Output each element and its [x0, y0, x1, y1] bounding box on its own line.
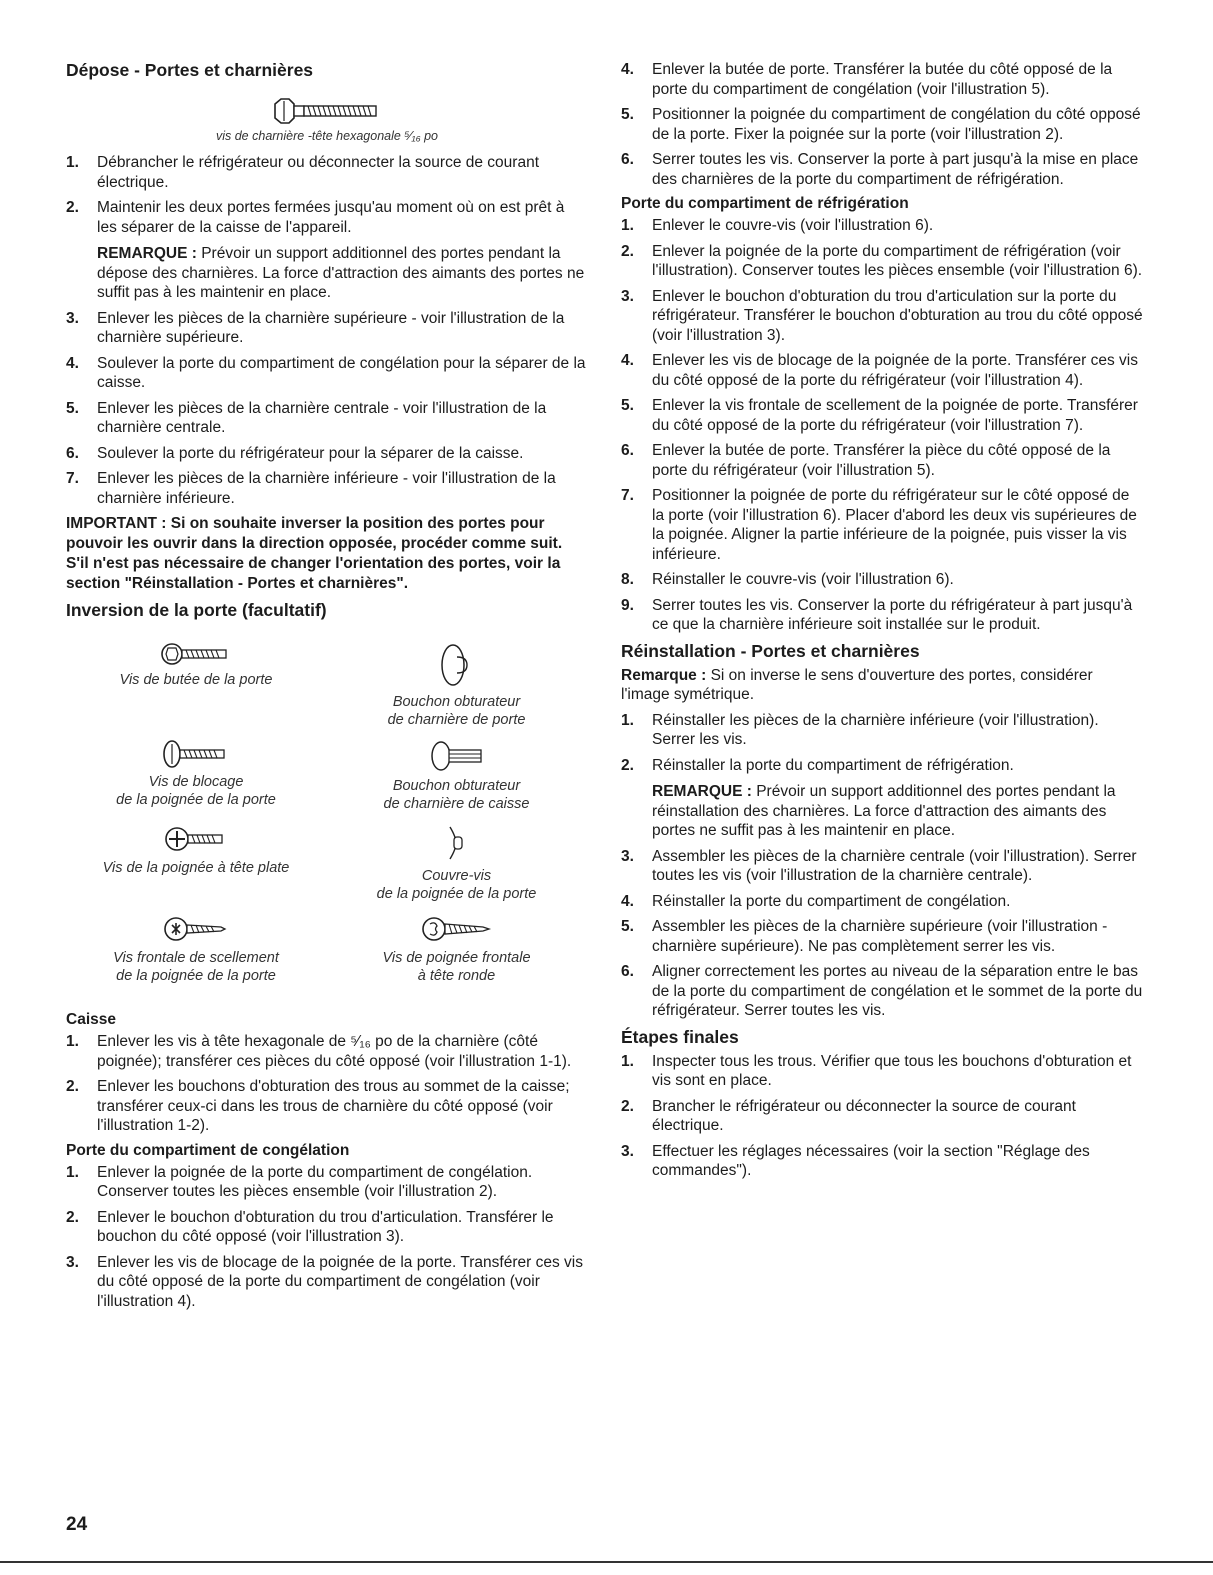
- list-item: 7. Enlever les pièces de la charnière inférieure - voir l'illustration de la charnière inférieure.: [66, 470, 556, 507]
- part-caption: de charnière de caisse: [383, 796, 530, 812]
- part-round-head-screw: [334, 913, 579, 985]
- cabinet-hinge-plug-icon: [427, 739, 487, 773]
- list-item: 5. Enlever les pièces de la charnière centrale - voir l'illustration de la charnière centrale.: [66, 399, 547, 436]
- list-item: 7. Positionner la poignée de porte du réfrigérateur sur le côté opposé de la porte (voir l'illustration 6). Placer d'abord les deux vis supérieures de la poignée. Aligner la partie inférieure de la poignée, puis visser la vis inférieure.: [621, 487, 1137, 563]
- part-front-seal-screw: [66, 913, 326, 985]
- list-item: 8. Réinstaller le couvre-vis (voir l'illustration 6).: [621, 571, 954, 588]
- left-column: [66, 60, 588, 1317]
- congelation-heading: Porte du compartiment de congélation: [66, 1141, 350, 1159]
- part-caption: Couvre-vis: [421, 868, 492, 884]
- reinstallation-heading: Réinstallation - Portes et charnières: [621, 640, 920, 661]
- list-item: 1. Enlever le couvre-vis (voir l'illustration 6).: [621, 217, 934, 234]
- part-cabinet-hinge-plug: [334, 739, 579, 813]
- list-item: 4. Réinstaller la porte du compartiment de congélation.: [621, 892, 1011, 910]
- list-item: 4. Soulever la porte du compartiment de congélation pour la séparer de la caisse.: [66, 354, 586, 391]
- part-caption: Vis de poignée frontale: [382, 950, 531, 966]
- important-notice: IMPORTANT : Si on souhaite inverser la position des portes pour pouvoir les ouvrir dans la direction opposée, procéder comme suit. S'il n'est pas nécessaire de changer l'orientation des portes, voir la section "Réinstallation - Portes et charnières".: [66, 515, 563, 592]
- door-stop-screw-icon: [161, 641, 231, 667]
- list-item: 3. Enlever les pièces de la charnière supérieure - voir l'illustration de la charnière supérieure.: [66, 309, 565, 346]
- part-caption: Bouchon obturateur: [392, 694, 521, 710]
- list-item: 2. Maintenir les deux portes fermées jusqu'au moment où on est prêt à les séparer de la caisse de l'appareil. REMARQUE : Prévoir un support additionnel des portes pendant la dépose des charnières. La force d'attraction des aimants des portes ne suffit pas à les maintenir en place.: [66, 198, 588, 303]
- list-item: 5. Positionner la poignée du compartiment de congélation du côté opposé de la porte. Fixer la poignée sur la porte (voir l'illustration 2).: [621, 106, 1141, 143]
- list-item: 2. Enlever le bouchon d'obturation du trou d'articulation. Transférer le bouchon du côté opposé (voir l'illustration 3).: [66, 1208, 554, 1245]
- part-caption: Vis de la poignée à tête plate: [102, 860, 290, 876]
- caisse-heading: Caisse: [66, 1011, 116, 1028]
- depose-steps: [66, 153, 588, 508]
- list-item: 3. Enlever les vis de blocage de la poignée de la porte. Transférer ces vis du côté opposé de la porte du compartiment de congélation (voir l'illustration 4).: [66, 1253, 583, 1310]
- list-item: 6. Enlever la butée de porte. Transférer la pièce du côté opposé de la porte du réfrigérateur (voir l'illustration 5).: [621, 442, 1111, 479]
- list-item: 5. Assembler les pièces de la charnière supérieure (voir l'illustration - charnière supérieure). Ne pas complètement serrer les vis.: [621, 918, 1108, 955]
- part-screw-cover: [334, 823, 579, 903]
- part-handle-lock-screw: [66, 739, 326, 813]
- final-steps: [621, 1052, 1144, 1181]
- congelation-steps: [66, 1163, 588, 1312]
- part-caption: Vis de blocage: [148, 774, 244, 790]
- part-caption: à tête ronde: [417, 968, 496, 984]
- list-item: 5. Enlever la vis frontale de scellement de la poignée de porte. Transférer du côté opposé de la porte du réfrigérateur (voir l'illustration 7).: [621, 397, 1138, 434]
- list-item: 2. Brancher le réfrigérateur ou déconnecter la source de courant électrique.: [621, 1097, 1076, 1134]
- part-door-stop-screw: [66, 641, 326, 729]
- part-caption: de charnière de porte: [387, 712, 526, 728]
- screw-cover-icon: [442, 823, 472, 863]
- footer-rule: [0, 1561, 1213, 1563]
- part-door-hinge-plug: [334, 641, 579, 729]
- list-item: 1. Enlever la poignée de la porte du compartiment de congélation. Conserver toutes les pièces ensemble (voir l'illustration 2).: [66, 1163, 533, 1200]
- reinstallation-steps: [621, 711, 1144, 1021]
- list-item: 3. Effectuer les réglages nécessaires (voir la section "Réglage des commandes").: [621, 1142, 1090, 1179]
- caisse-steps: [66, 1032, 588, 1136]
- list-item: 6. Soulever la porte du réfrigérateur pour la séparer de la caisse.: [66, 444, 524, 462]
- hex-screw-caption: vis de charnière -tête hexagonale ⁵⁄₁₆ po: [215, 129, 438, 143]
- section-heading-depose: Dépose - Portes et charnières: [66, 60, 314, 80]
- reinstallation-note: Remarque : Si on inverse le sens d'ouverture des portes, considérer l'image symétrique.: [621, 666, 1093, 703]
- part-flat-head-screw: [66, 823, 326, 903]
- right-column: [621, 60, 1144, 1187]
- page-number: 24: [66, 1514, 88, 1535]
- part-caption: de la poignée de la porte: [376, 886, 537, 902]
- list-item: 4. Enlever la butée de porte. Transférer la butée du côté opposé de la porte du compartiment de congélation (voir l'illustration 5).: [621, 61, 1113, 98]
- list-item: 2. Enlever les bouchons d'obturation des trous au sommet de la caisse; transférer ceux-ci dans les trous de charnière du côté opposé (voir l'illustration 1-2).: [66, 1078, 570, 1134]
- refrigeration-heading: Porte du compartiment de réfrigération: [621, 195, 909, 212]
- list-item: 6. Serrer toutes les vis. Conserver la porte à part jusqu'à la mise en place des charnières de la porte du compartiment de réfrigération.: [621, 151, 1139, 188]
- flat-head-screw-icon: [164, 823, 228, 855]
- part-caption: de la poignée de la porte: [116, 792, 276, 808]
- list-item: 2. Réinstaller la porte du compartiment de réfrigération. REMARQUE : Prévoir un support additionnel des portes pendant la réinstallation des charnières. La force d'attraction des aimants des portes ne suffit pas à les maintenir en place.: [621, 756, 1144, 841]
- hex-head-screw-icon: [272, 95, 382, 127]
- final-steps-heading: Étapes finales: [621, 1026, 739, 1047]
- list-item: 1. Débrancher le réfrigérateur ou déconnecter la source de courant électrique.: [66, 154, 540, 191]
- part-caption: Vis de butée de la porte: [119, 672, 273, 688]
- list-item: 6. Aligner correctement les portes au niveau de la séparation entre le bas de la porte du compartiment de congélation et le sommet de la porte du réfrigérateur. Serrer toutes les vis.: [621, 963, 1143, 1019]
- round-head-screw-icon: [421, 913, 493, 945]
- congelation-steps-continued: [621, 60, 1144, 189]
- part-caption: Bouchon obturateur: [392, 778, 521, 794]
- list-item: 1. Réinstaller les pièces de la charnière inférieure (voir l'illustration). Serrer les vis.: [621, 711, 1099, 748]
- list-item: 3. Assembler les pièces de la charnière centrale (voir l'illustration). Serrer toutes les vis (voir l'illustration de la charnière centrale).: [621, 847, 1137, 884]
- list-item: 9. Serrer toutes les vis. Conserver la porte du réfrigérateur à part jusqu'à ce que la charnière inférieure soit installée sur le produit.: [621, 596, 1133, 633]
- refrigeration-steps: [621, 216, 1144, 635]
- list-item: 4. Enlever les vis de blocage de la poignée de la porte. Transférer ces vis du côté opposé de la porte du réfrigérateur (voir l'illustration 4).: [621, 352, 1138, 389]
- part-caption: de la poignée de la porte: [116, 968, 276, 984]
- list-item: 3. Enlever le bouchon d'obturation du trou d'articulation sur la porte du réfrigérateur. Transférer le bouchon d'obturation au trou du côté opposé (voir l'illustration 3).: [621, 287, 1143, 344]
- remarque-note: REMARQUE : Prévoir un support additionnel des portes pendant la dépose des charnières. La force d'attraction des aimants des portes ne suffit pas à les maintenir en place.: [97, 245, 585, 301]
- hex-screw-illustration: [66, 95, 588, 127]
- part-caption: Vis frontale de scellement: [113, 950, 279, 966]
- list-item: 1. Inspecter tous les trous. Vérifier que tous les bouchons d'obturation et vis sont en place.: [621, 1052, 1132, 1089]
- door-hinge-plug-icon: [437, 641, 477, 689]
- front-seal-screw-icon: [163, 913, 229, 945]
- remarque-note: REMARQUE : Prévoir un support additionnel des portes pendant la réinstallation des charnières. La force d'attraction des aimants des portes ne suffit pas à les maintenir en place.: [652, 783, 1116, 839]
- handle-lock-screw-icon: [161, 739, 231, 769]
- inversion-heading: Inversion de la porte (facultatif): [66, 600, 327, 620]
- list-item: 2. Enlever la poignée de la porte du compartiment de réfrigération (voir l'illustration). Conserver toutes les pièces ensemble (voir l'illustration 6).: [621, 242, 1143, 279]
- parts-grid: [66, 641, 588, 985]
- list-item: 1. Enlever les vis à tête hexagonale de ⁵⁄₁₆ po de la charnière (côté poignée); transférer ces pièces du côté opposé (voir l'illustration 1-1).: [66, 1033, 572, 1070]
